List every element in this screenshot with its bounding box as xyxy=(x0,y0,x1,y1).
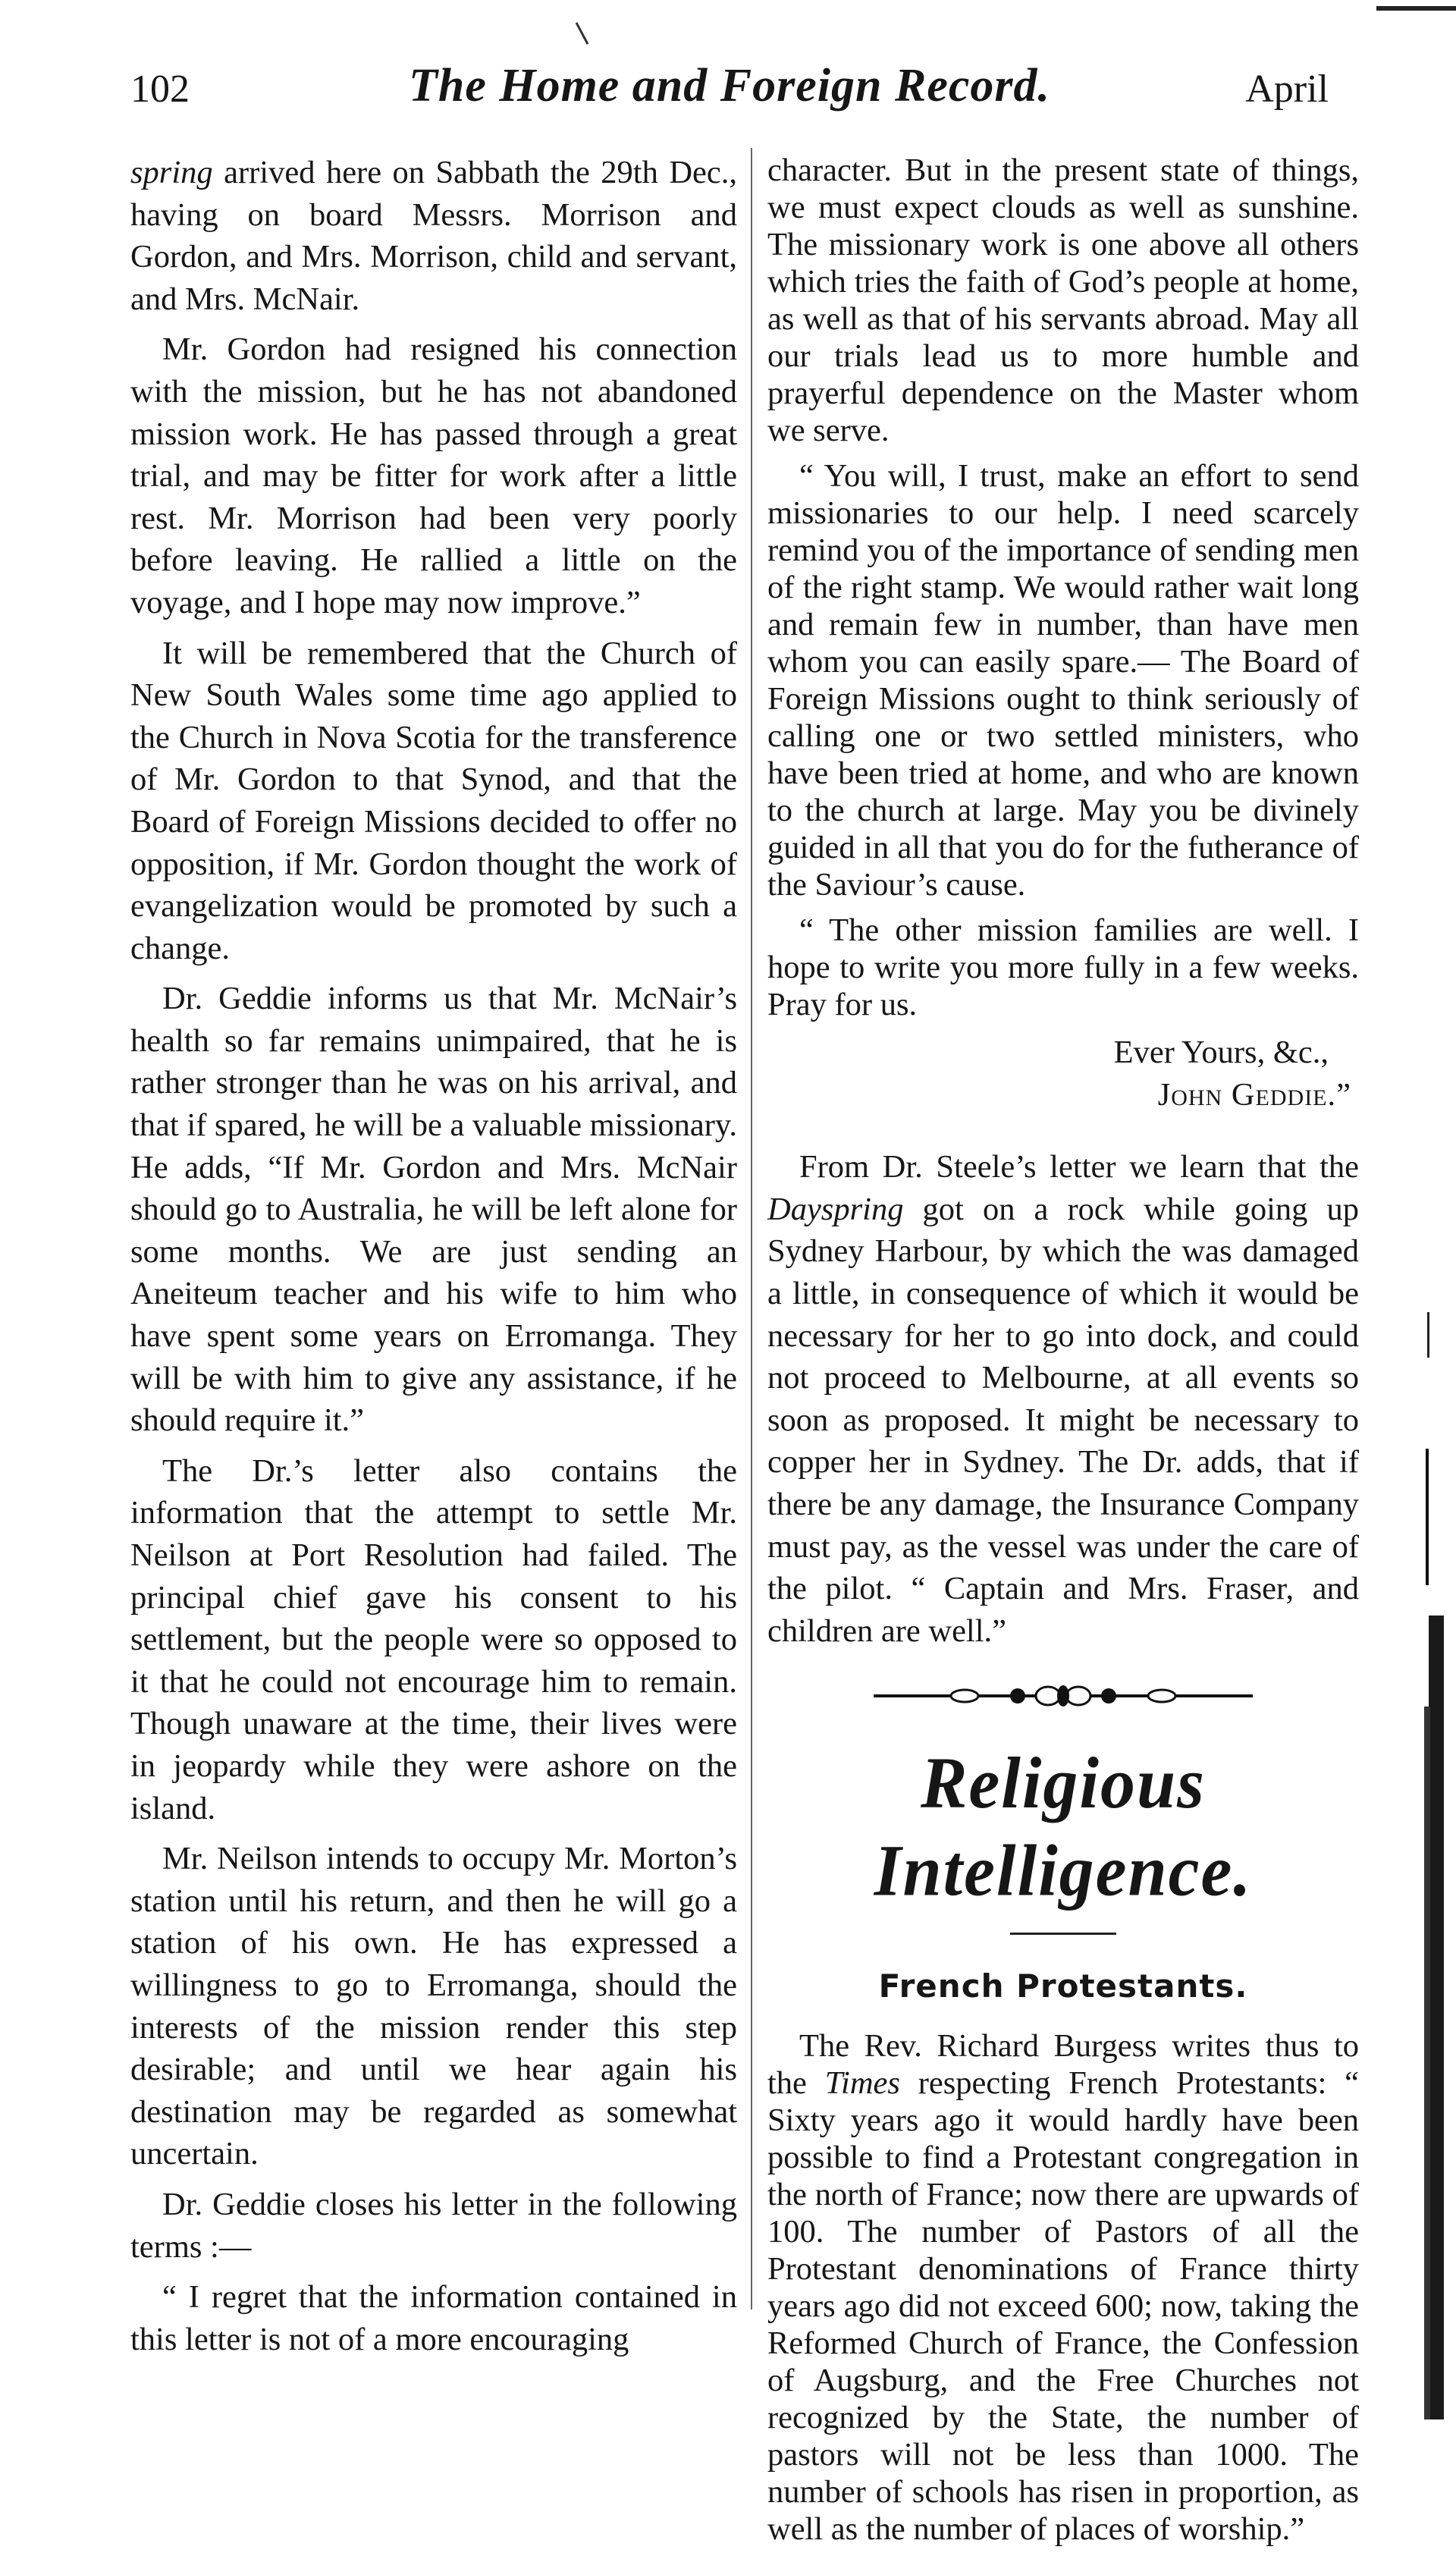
paragraph xyxy=(767,2027,1359,2548)
paragraph: Dr. Geddie closes his letter in the following terms :— xyxy=(130,2186,737,2265)
top-edge-rule xyxy=(1376,6,1456,11)
paragraph: “ You will, I trust, make an effort to send missionaries to our help. I need scarcely remind you of the importance of sending men of the right stamp. We would rather wait long and remain few in number, than have men whom you can easily spare.— The Board of Foreign Missions ought to think seriously of calling one or two settled ministers, who have been tried at home, and who are known to the church at large. May you be divinely guided in all that you do for the futherance of the Saviour’s cause. xyxy=(767,458,1359,903)
left-column xyxy=(130,152,737,2369)
page-header xyxy=(130,59,1329,127)
paragraph: Mr. Gordon had resigned his connection with the mission, but he has not abandoned mission work. He has passed through a great trial, and may be fitter for work after a little rest. Mr. Morrison had been very poorly before leaving. He rallied a little on the voyage, and I hope may now improve.” xyxy=(130,331,737,620)
paragraph-text: From Dr. Steele’s letter we learn that the xyxy=(799,1149,1359,1185)
article-heading: French Protestants. xyxy=(878,1967,1248,2005)
paragraph: character. But in the present state of things, we must expect clouds as well as sunshine. The missionary work is one above all others which tries the faith of God’s people at home, as well as that of his servants abroad. May all our trials lead us to more humble and prayerful dependence on the Master whom we serve. xyxy=(767,152,1359,448)
paragraph: The Dr.’s letter also contains the information that the attempt to settle Mr. Neilson at Port Resolution had failed. The principal chief gave his consent to his settlement, but the people were so opposed to it that he could not encourage him to remain. Though unaware at the time, their lives were in jeopardy while they were ashore on the island. xyxy=(130,1452,737,1826)
ship-name-fragment: spring xyxy=(130,155,213,190)
paragraph-text: The Rev. Richard Burgess writes thus to the xyxy=(767,2027,1359,2101)
ship-name: Dayspring xyxy=(767,1191,904,1227)
letter-closing xyxy=(767,1032,1359,1116)
paragraph: It will be remembered that the Church of New South Wales some time ago applied to the Church in Nova Scotia for the transference of Mr. Gordon to that Synod, and that the Board of Foreign Missions decided to offer no opposition, if Mr. Gordon thought the work of evangelization would be promoted by such a change. xyxy=(130,635,737,966)
paragraph xyxy=(767,1146,1359,1652)
section-rule xyxy=(1010,1933,1116,1935)
paragraph: “ The other mission families are well. I hope to write you more fully in a few weeks. Pray for us. xyxy=(767,912,1359,1022)
section-title: Religious Intelligence. xyxy=(874,1742,1253,1911)
paragraph xyxy=(130,152,737,320)
paragraph-text: arrived here on Sabbath the 29th Dec., having on board Messrs. Morrison and Gordon, and Mrs. Morrison, child and servant, and Mrs. McNair. xyxy=(130,155,738,317)
paragraph-text: got on a rock while going up Sydney Harbour, by which the was damaged a little, in consequence of which it would be necessary for her to go into dock, and could not proceed to Melbourne, at all events so soon as proposed. It might be necessary to copper her in Sydney. The Dr. adds, that if there be any damage, the Insurance Company must pay, as the vessel was under the care of the pilot. “ Captain and Mrs. Fraser, and children are well.” xyxy=(767,1191,1359,1649)
journal-title: The Home and Foreign Record. xyxy=(408,60,1051,111)
signature: John Geddie.” xyxy=(1157,1076,1351,1113)
paragraph: “ I regret that the information contained in this letter is not of a more encouraging xyxy=(130,2279,737,2357)
paragraph: Mr. Neilson intends to occupy Mr. Morton’s station until his return, and then he will go a station of his own. He has expressed a willingness to go to Erromanga, should the interests of the mission render this step desirable; and until we hear again his destination may be regarded as somewhat uncertain. xyxy=(130,1841,737,2172)
right-column xyxy=(767,152,1359,2556)
issue-month: April xyxy=(1245,68,1329,111)
page-edge-shadow xyxy=(1424,1312,1447,2419)
column-divider xyxy=(751,148,752,2310)
newspaper-name: Times xyxy=(824,2065,900,2101)
ornamental-rule xyxy=(866,1681,1260,1711)
paragraph-text: respecting French Protestants: “ Sixty years ago it would hardly have been possible to find a Protestant congregation in the north of France; now there are upwards of 100. The number of Pastors of all the Protestant denominations of France thirty years ago did not exceed 600; now, taking the Reformed Church of France, the Confession of Augsburg, and the Free Churches not recognized by the State, the number of pastors will not be less than 1000. The number of schools has risen in proportion, as well as the number of places of worship.” xyxy=(767,2065,1360,2547)
geddie-letter xyxy=(767,152,1359,1023)
page-number: 102 xyxy=(130,68,190,111)
closing-salutation: Ever Yours, &c., xyxy=(1113,1035,1329,1070)
ink-mark xyxy=(576,22,589,45)
paragraph: Dr. Geddie informs us that Mr. McNair’s health so far remains unimpaired, that he is rather stronger than he was on his arrival, and that if spared, he will be a valuable missionary. He adds, “If Mr. Gordon and Mrs. McNair should go to Australia, he will be left alone for some months. We are just sending an Aneiteum teacher and his wife to him who have spent some years on Erromanga. They will be with him to give any assistance, if he should require it.” xyxy=(130,981,737,1439)
